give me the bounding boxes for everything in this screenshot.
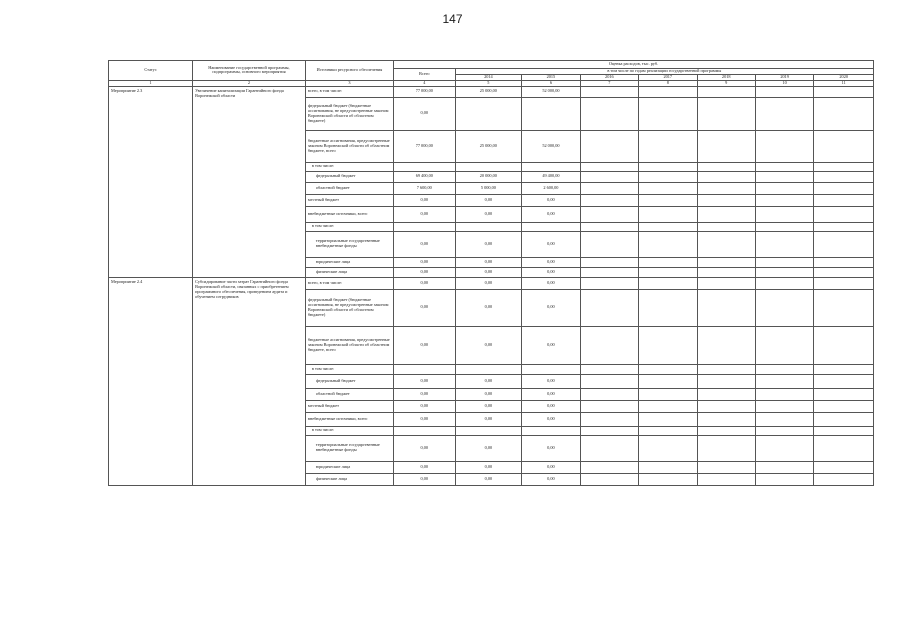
empty-year-cell [755,97,813,130]
empty-year-cell [639,374,697,388]
column-number: 4 [394,80,456,86]
value-cell-y2014: 0,00 [455,374,522,388]
empty-year-cell [697,267,755,277]
value-cell-total: 0,00 [394,374,456,388]
value-cell-y2015: 0,00 [522,257,580,267]
value-cell-y2014: 0,00 [455,289,522,326]
empty-year-cell [697,461,755,473]
empty-year-cell [697,222,755,231]
source-cell: областной бюджет [305,388,393,400]
empty-year-cell [814,206,874,222]
value-cell-total: 0,00 [394,461,456,473]
value-cell-y2015: 0,00 [522,326,580,364]
empty-year-cell [755,162,813,171]
empty-year-cell [697,206,755,222]
value-cell-total: 7 600,00 [394,182,456,194]
empty-year-cell [639,86,697,97]
empty-year-cell [755,374,813,388]
empty-year-cell [639,289,697,326]
empty-year-cell [580,206,638,222]
empty-year-cell [639,231,697,257]
value-cell-y2014: 0,00 [455,267,522,277]
value-cell-y2015: 0,00 [522,267,580,277]
value-cell-y2014: 25 000,00 [455,86,522,97]
value-cell-total [394,364,456,374]
empty-year-cell [580,222,638,231]
value-cell-total: 69 400,00 [394,171,456,182]
empty-year-cell [755,473,813,485]
source-cell: внебюджетные источники, всего [305,206,393,222]
empty-year-cell [580,364,638,374]
empty-year-cell [814,426,874,435]
value-cell-y2014: 0,00 [455,435,522,461]
empty-year-cell [697,194,755,206]
source-cell: бюджетные ассигнования, предусмотренные законом Воронежской области об областном бюджете, всего [305,130,393,162]
value-cell-y2014: 0,00 [455,412,522,426]
empty-year-cell [697,231,755,257]
header-year: 2016 [580,74,638,80]
empty-year-cell [580,400,638,412]
empty-year-cell [580,461,638,473]
empty-year-cell [697,171,755,182]
empty-year-cell [639,206,697,222]
column-number: 6 [522,80,580,86]
empty-year-cell [580,97,638,130]
empty-year-cell [580,267,638,277]
value-cell-y2014: 5 000,00 [455,182,522,194]
header-source: Источники ресурсного обеспечения [305,61,393,81]
empty-year-cell [639,364,697,374]
column-number: 2 [193,80,306,86]
empty-year-cell [639,435,697,461]
header-total: Всего [394,69,456,81]
empty-year-cell [814,194,874,206]
empty-year-cell [639,461,697,473]
value-cell-y2014 [455,364,522,374]
value-cell-y2015: 0,00 [522,289,580,326]
value-cell-total: 0,00 [394,206,456,222]
empty-year-cell [755,412,813,426]
empty-year-cell [639,194,697,206]
value-cell-total: 0,00 [394,412,456,426]
empty-year-cell [639,412,697,426]
column-number: 7 [580,80,638,86]
value-cell-y2015: 0,00 [522,194,580,206]
empty-year-cell [814,130,874,162]
source-cell: бюджетные ассигнования, предусмотренные законом Воронежской области об областном бюджете, всего [305,326,393,364]
empty-year-cell [580,277,638,289]
source-cell: территориальные государственные внебюджетные фонды [305,231,393,257]
empty-year-cell [697,364,755,374]
empty-year-cell [639,400,697,412]
source-cell: территориальные государственные внебюджетные фонды [305,435,393,461]
value-cell-total: 0,00 [394,194,456,206]
budget-table [108,60,874,486]
source-cell: местный бюджет [305,400,393,412]
empty-year-cell [755,289,813,326]
empty-year-cell [580,374,638,388]
source-cell: внебюджетные источники, всего [305,412,393,426]
header-name: Наименование государственной программы, подпрограммы, основного мероприятия [193,61,306,81]
value-cell-total: 0,00 [394,257,456,267]
empty-year-cell [580,473,638,485]
value-cell-y2014: 0,00 [455,277,522,289]
header-year: 2019 [755,74,813,80]
source-cell: в том числе: [305,222,393,231]
empty-year-cell [580,257,638,267]
source-cell: федеральный бюджет (бюджетные ассигнования, не предусмотренные законом Воронежской области об областном бюджете) [305,97,393,130]
value-cell-total: 0,00 [394,277,456,289]
empty-year-cell [697,162,755,171]
value-cell-y2015 [522,97,580,130]
empty-year-cell [755,222,813,231]
source-cell: местный бюджет [305,194,393,206]
column-number: 11 [814,80,874,86]
empty-year-cell [814,277,874,289]
value-cell-y2015: 0,00 [522,206,580,222]
empty-year-cell [580,388,638,400]
page-number: 147 [442,12,463,26]
value-cell-y2014: 20 000,00 [455,171,522,182]
value-cell-y2015: 2 600,00 [522,182,580,194]
empty-year-cell [639,473,697,485]
source-cell: юридические лица [305,461,393,473]
value-cell-y2015 [522,364,580,374]
empty-year-cell [697,473,755,485]
table-row [109,277,874,289]
empty-year-cell [639,97,697,130]
empty-year-cell [755,388,813,400]
empty-year-cell [580,130,638,162]
source-cell: в том числе: [305,426,393,435]
empty-year-cell [697,426,755,435]
empty-year-cell [580,326,638,364]
value-cell-y2015: 0,00 [522,461,580,473]
header-by-years: в том числе по годам реализации государственной программы [455,69,873,75]
header-year: 2015 [522,74,580,80]
value-cell-total: 0,00 [394,326,456,364]
empty-year-cell [814,267,874,277]
empty-year-cell [697,130,755,162]
value-cell-total: 0,00 [394,97,456,130]
empty-year-cell [814,289,874,326]
empty-year-cell [755,364,813,374]
empty-year-cell [697,435,755,461]
empty-year-cell [755,130,813,162]
empty-year-cell [639,182,697,194]
empty-year-cell [814,97,874,130]
value-cell-y2015 [522,162,580,171]
value-cell-total: 77 000,00 [394,86,456,97]
empty-year-cell [639,171,697,182]
empty-year-cell [755,326,813,364]
empty-year-cell [755,400,813,412]
empty-year-cell [580,194,638,206]
measure-name-cell: Субсидирование части затрат Гарантийного фонда Воронежской области, связанных с приобретением программного обеспечения, проведением аудита и обучением сотрудников [193,277,306,485]
empty-year-cell [580,162,638,171]
empty-year-cell [639,162,697,171]
empty-year-cell [814,222,874,231]
empty-year-cell [814,388,874,400]
value-cell-y2015: 0,00 [522,277,580,289]
source-cell: всего, в том числе: [305,86,393,97]
value-cell-total [394,222,456,231]
value-cell-y2014: 0,00 [455,461,522,473]
column-number: 10 [755,80,813,86]
value-cell-y2014 [455,426,522,435]
value-cell-y2014: 0,00 [455,473,522,485]
empty-year-cell [755,231,813,257]
table-row [109,86,874,97]
empty-year-cell [755,194,813,206]
empty-year-cell [814,400,874,412]
column-number: 8 [639,80,697,86]
empty-year-cell [755,206,813,222]
value-cell-total [394,426,456,435]
value-cell-y2014 [455,97,522,130]
empty-year-cell [814,162,874,171]
header-year: 2020 [814,74,874,80]
empty-year-cell [639,426,697,435]
value-cell-y2015: 49 400,00 [522,171,580,182]
empty-year-cell [697,388,755,400]
empty-year-cell [697,86,755,97]
value-cell-y2015: 0,00 [522,388,580,400]
empty-year-cell [697,400,755,412]
empty-year-cell [814,257,874,267]
source-cell: всего, в том числе: [305,277,393,289]
value-cell-y2015: 0,00 [522,374,580,388]
value-cell-y2014: 0,00 [455,388,522,400]
empty-year-cell [697,182,755,194]
value-cell-y2015 [522,426,580,435]
empty-year-cell [639,277,697,289]
empty-year-cell [697,326,755,364]
empty-year-cell [639,326,697,364]
value-cell-y2014: 0,00 [455,206,522,222]
empty-year-cell [814,473,874,485]
source-cell: областной бюджет [305,182,393,194]
empty-year-cell [814,374,874,388]
value-cell-y2014 [455,222,522,231]
empty-year-cell [697,412,755,426]
value-cell-total: 0,00 [394,267,456,277]
value-cell-y2014 [455,162,522,171]
header-year: 2018 [697,74,755,80]
empty-year-cell [755,257,813,267]
empty-year-cell [755,171,813,182]
source-cell: федеральный бюджет [305,171,393,182]
measure-name-cell: Увеличение капитализации Гарантийного фонда Воронежской области [193,86,306,277]
value-cell-y2015: 52 000,00 [522,86,580,97]
value-cell-y2014: 25 000,00 [455,130,522,162]
empty-year-cell [697,97,755,130]
empty-year-cell [755,267,813,277]
column-number: 3 [305,80,393,86]
value-cell-total: 0,00 [394,231,456,257]
empty-year-cell [814,326,874,364]
status-cell: Мероприятие 2.3 [109,86,193,277]
source-cell: в том числе: [305,364,393,374]
empty-year-cell [755,86,813,97]
table-body [109,86,874,485]
source-cell: физические лица [305,267,393,277]
header-year: 2017 [639,74,697,80]
empty-year-cell [755,182,813,194]
source-cell: в том числе: [305,162,393,171]
empty-year-cell [580,426,638,435]
value-cell-total: 0,00 [394,473,456,485]
value-cell-y2014: 0,00 [455,231,522,257]
value-cell-total: 0,00 [394,435,456,461]
empty-year-cell [697,289,755,326]
source-cell: юридические лица [305,257,393,267]
value-cell-total: 0,00 [394,388,456,400]
value-cell-total: 77 000,00 [394,130,456,162]
empty-year-cell [814,364,874,374]
source-cell: федеральный бюджет [305,374,393,388]
empty-year-cell [697,277,755,289]
column-number: 5 [455,80,522,86]
value-cell-total [394,162,456,171]
empty-year-cell [697,257,755,267]
empty-year-cell [580,86,638,97]
header-status: Статус [109,61,193,81]
value-cell-total: 0,00 [394,289,456,326]
value-cell-y2015: 0,00 [522,473,580,485]
empty-year-cell [755,277,813,289]
empty-year-cell [580,182,638,194]
value-cell-y2015: 0,00 [522,412,580,426]
empty-year-cell [580,412,638,426]
column-number: 1 [109,80,193,86]
source-cell: физические лица [305,473,393,485]
empty-year-cell [755,426,813,435]
value-cell-y2015 [522,222,580,231]
empty-year-cell [580,289,638,326]
source-cell: федеральный бюджет (бюджетные ассигнования, не предусмотренные законом Воронежской области об областном бюджете) [305,289,393,326]
empty-year-cell [814,231,874,257]
empty-year-cell [639,222,697,231]
value-cell-y2014: 0,00 [455,326,522,364]
empty-year-cell [639,130,697,162]
value-cell-total: 0,00 [394,400,456,412]
empty-year-cell [755,461,813,473]
status-cell: Мероприятие 2.4 [109,277,193,485]
value-cell-y2015: 0,00 [522,435,580,461]
empty-year-cell [639,257,697,267]
header-year: 2014 [455,74,522,80]
header-estimate: Оценка расходов, тыс. руб. [394,61,874,69]
value-cell-y2015: 0,00 [522,400,580,412]
column-number: 9 [697,80,755,86]
empty-year-cell [814,435,874,461]
empty-year-cell [639,267,697,277]
empty-year-cell [814,171,874,182]
empty-year-cell [814,461,874,473]
value-cell-y2014: 0,00 [455,400,522,412]
value-cell-y2014: 0,00 [455,257,522,267]
empty-year-cell [697,374,755,388]
value-cell-y2014: 0,00 [455,194,522,206]
value-cell-y2015: 0,00 [522,231,580,257]
value-cell-y2015: 52 000,00 [522,130,580,162]
empty-year-cell [814,86,874,97]
empty-year-cell [580,435,638,461]
empty-year-cell [580,231,638,257]
empty-year-cell [814,182,874,194]
empty-year-cell [580,171,638,182]
empty-year-cell [755,435,813,461]
empty-year-cell [814,412,874,426]
empty-year-cell [639,388,697,400]
